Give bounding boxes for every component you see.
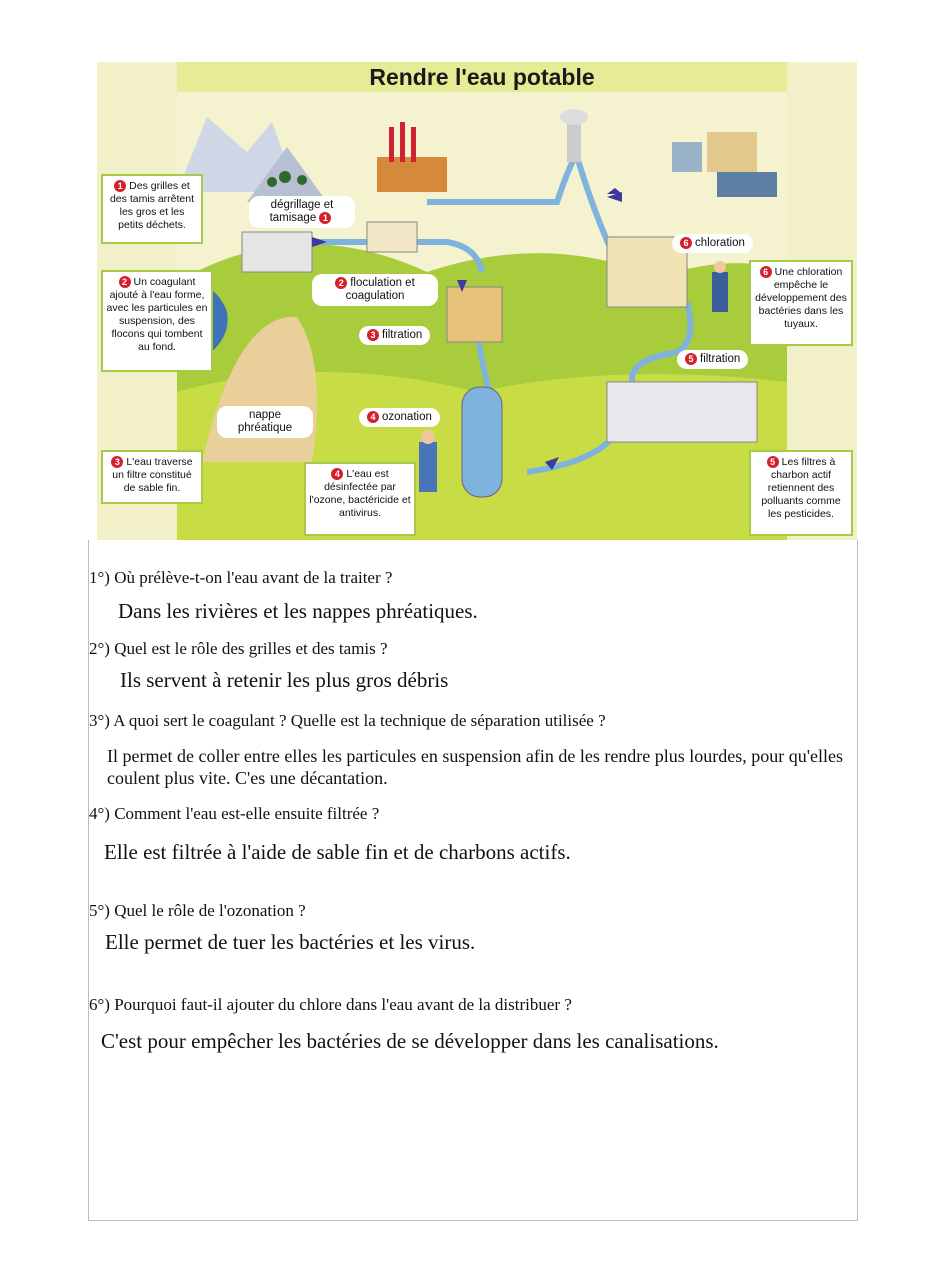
- label-degrillage-text: dégrillage et tamisage: [269, 199, 334, 225]
- label-ozonation-number: 4: [367, 411, 379, 423]
- answer-2: Ils servent à retenir les plus gros débris: [120, 668, 449, 692]
- callout-5: [749, 450, 853, 536]
- callout-2-text: Un coagulant ajouté à l'eau forme, avec les particules en suspension, des flocons qui tombent au fond.: [106, 276, 208, 353]
- label-nappe-phreatique-text: nappe phréatique: [237, 409, 293, 434]
- callout-4: [304, 462, 416, 536]
- label-filtration-sable-text: filtration: [382, 329, 423, 342]
- callout-3-text: L'eau traverse un filtre constitué de sable fin.: [112, 456, 193, 494]
- question-6: 6°) Pourquoi faut-il ajouter du chlore dans l'eau avant de la distribuer ?: [89, 995, 572, 1014]
- callout-3: [101, 450, 203, 504]
- answer-3: Il permet de coller entre elles les particules en suspension afin de les rendre plus lourdes, pour qu'elles coulent plus vite. C'es une décantation.: [107, 746, 844, 788]
- label-chloration-number: 6: [680, 237, 692, 249]
- question-4: 4°) Comment l'eau est-elle ensuite filtrée ?: [89, 804, 380, 823]
- label-filtration-sable-number: 3: [367, 329, 379, 341]
- callout-2: [101, 270, 213, 372]
- label-floculation: [312, 274, 438, 306]
- label-floculation-text: floculation et coagulation: [345, 277, 415, 303]
- answer-4: Elle est filtrée à l'aide de sable fin et de charbons actifs.: [104, 840, 571, 864]
- callout-4-text: L'eau est désinfectée par l'ozone, bactéricide et antivirus.: [309, 468, 411, 519]
- label-filtration-charbon-text: filtration: [700, 353, 741, 366]
- callout-6-number: 6: [760, 266, 772, 278]
- label-ozonation-text: ozonation: [382, 411, 432, 424]
- callout-4-number: 4: [331, 468, 343, 480]
- label-chloration-text: chloration: [695, 237, 745, 250]
- label-degrillage: [249, 196, 355, 228]
- callout-3-number: 3: [111, 456, 123, 468]
- label-chloration: [672, 234, 753, 253]
- question-1: 1°) Où prélève-t-on l'eau avant de la traiter ?: [89, 568, 393, 587]
- callout-6: [749, 260, 853, 346]
- label-filtration-charbon: [677, 350, 748, 369]
- label-degrillage-number: 1: [319, 212, 331, 224]
- label-filtration-charbon-number: 5: [685, 353, 697, 365]
- callout-5-number: 5: [767, 456, 779, 468]
- label-filtration-sable: [359, 326, 430, 345]
- label-nappe-phreatique: [217, 406, 313, 438]
- illustration-title: Rendre l'eau potable: [177, 62, 787, 92]
- answer-6: C'est pour empêcher les bactéries de se développer dans les canalisations.: [101, 1029, 719, 1053]
- question-5: 5°) Quel le rôle de l'ozonation ?: [89, 901, 306, 920]
- callout-6-text: Une chloration empêche le développement des bactéries dans les tuyaux.: [755, 266, 847, 330]
- callout-5-text: Les filtres à charbon actif retiennent des polluants comme les pesticides.: [761, 456, 841, 520]
- label-floculation-number: 2: [335, 277, 347, 289]
- question-3: 3°) A quoi sert le coagulant ? Quelle est la technique de séparation utilisée ?: [89, 711, 606, 730]
- answer-5: Elle permet de tuer les bactéries et les virus.: [105, 930, 476, 954]
- callout-1: [101, 174, 203, 244]
- worksheet-answers: [88, 540, 858, 1221]
- question-2: 2°) Quel est le rôle des grilles et des tamis ?: [89, 639, 388, 658]
- water-treatment-illustration: [97, 62, 857, 540]
- answer-1: Dans les rivières et les nappes phréatiques.: [118, 599, 478, 623]
- callout-1-text: Des grilles et des tamis arrêtent les gros et les petits déchets.: [109, 180, 195, 231]
- callout-2-number: 2: [119, 276, 131, 288]
- label-ozonation: [359, 408, 440, 427]
- callout-1-number: 1: [114, 180, 126, 192]
